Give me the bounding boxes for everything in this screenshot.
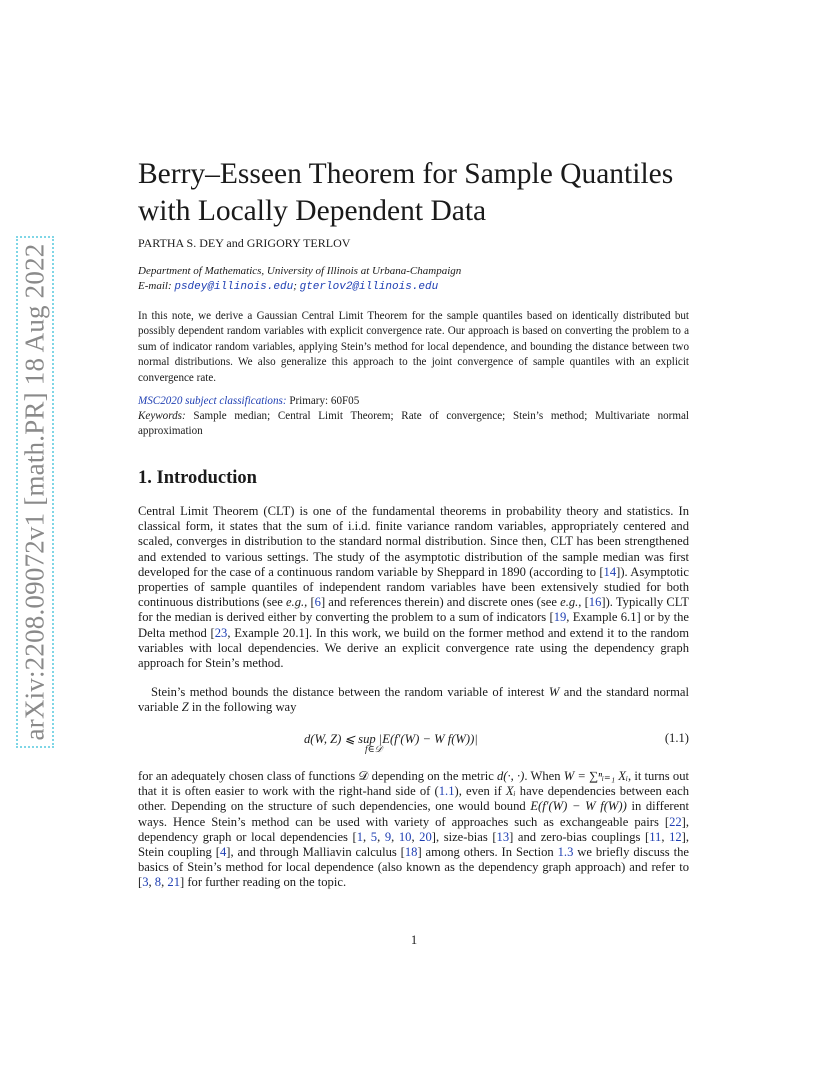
citation-link[interactable]: 11 <box>649 829 662 844</box>
affiliation: Department of Mathematics, University of Illinois at Urbana-Champaign <box>138 265 462 277</box>
authors: PARTHA S. DEY and GRIGORY TERLOV <box>138 236 351 250</box>
citation-link[interactable]: 20 <box>419 829 432 844</box>
paper-title <box>138 156 738 230</box>
equation-number: (1.1) <box>664 731 689 745</box>
email-label: E-mail: <box>138 280 172 292</box>
title-line-1: Berry–Esseen Theorem for Sample Quantiles <box>138 158 674 190</box>
email-link-dey[interactable]: psdey@illinois.edu <box>174 281 294 293</box>
citation-link[interactable]: 13 <box>496 829 510 844</box>
intro-paragraph-3: for an adequately chosen class of functions 𝒟 depending on the metric d(·, ·). When W = ∑ⁿᵢ₌₁ Xᵢ, it turns out that it is often easier to work with the right-hand side of (1.1), even if Xᵢ have dependencies between each other. Depending on the structure of such dependencies, one would bound E(f′(W) − W f(W)) in different ways. Hence Stein’s method can be used with variety of approaches such as exchangeable pairs [22], dependency graph or local dependencies [1, 5, 9, 10, 20], size-bias [13] and zero-bias couplings [11, 12], Stein coupling [4], and through Malliavin calculus [18] among others. In Section 1.3 we briefly discuss the basics of Stein’s method for local dependence (also known as the dependency graph approach) and refer to [3, 8, 21] for further reading on the topic. <box>138 769 690 890</box>
citation-link[interactable]: 12 <box>669 829 682 844</box>
keywords-value: Sample median; Central Limit Theorem; Rate of convergence; Stein’s method; Multivariate normal approximation <box>138 410 689 438</box>
title-line-2: with Locally Dependent Data <box>138 195 487 227</box>
intro-paragraph-1: Central Limit Theorem (CLT) is one of the fundamental theorems in probability theory and statistics. In classical form, it states that the sum of i.i.d. finite variance random variables, appropriately centered and scaled, converges in distribution to the standard normal distribution. Since then, CLT has been strengthened and extended to various settings. The study of the asymptotic distribution of the sample median was first developed for the case of a continuous random variable by Sheppard in 1890 (according to [14]). Asymptotic properties of sample quantiles of independent random variables have been extensively studied for both continuous distributions (see e.g., [6] and references therein) and discrete ones (see e.g., [16]). Typically CLT for the median is derived either by converting the problem to a sum of indicators [19, Example 6.1] or by the Delta method [23, Example 20.1]. In this work, we build on the former method and extend it to the random variables with local dependencies. We derive an explicit convergence rate using the dependency graph approach for Stein’s method. <box>138 504 690 671</box>
section-ref-link[interactable]: 1.3 <box>557 845 574 860</box>
equation-subscript: f∈𝒟 <box>365 745 383 755</box>
citation-link[interactable]: 6 <box>314 595 321 610</box>
keywords <box>138 409 689 440</box>
citation-link[interactable]: 4 <box>219 845 227 860</box>
citation-link[interactable]: 9 <box>384 829 392 844</box>
citation-link[interactable]: 10 <box>398 829 412 844</box>
citation-link[interactable]: 16 <box>588 595 602 610</box>
page-number: 1 <box>410 933 418 947</box>
citation-link[interactable]: 3 <box>142 875 149 890</box>
citation-link[interactable]: 23 <box>214 625 228 640</box>
affiliation-block <box>138 264 461 295</box>
msc-label: MSC2020 subject classifications: <box>138 395 287 407</box>
equation-1-1 <box>138 728 689 758</box>
keywords-label: Keywords: <box>138 410 186 422</box>
arxiv-stamp: arXiv:2208.09072v1 [math.PR] 18 Aug 2022 <box>19 243 50 741</box>
citation-link[interactable]: 5 <box>370 829 378 844</box>
equation-ref-link[interactable]: 1.1 <box>438 784 455 799</box>
citation-link[interactable]: 8 <box>154 875 162 890</box>
citation-link[interactable]: 1 <box>356 829 364 844</box>
msc-value: Primary: 60F05 <box>289 395 360 407</box>
email-link-terlov[interactable]: gterlov2@illinois.edu <box>299 281 439 293</box>
intro-paragraph-2: Stein’s method bounds the distance between the random variable of interest W and the standard normal variable Z in the following way <box>138 685 690 715</box>
citation-link[interactable]: 21 <box>167 875 180 890</box>
email-line: E-mail: psdey@illinois.edu; gterlov2@illinois.edu <box>138 280 439 293</box>
abstract: In this note, we derive a Gaussian Central Limit Theorem for the sample quantiles based on identically distributed but possibly dependent random variables with explicit convergence rate. Our approach is based on converting the problem to a sum of indicator random variables, applying Stein’s method for local dependence, and bounding the distance between two normal distributions. We also generalize this approach to the joint convergence of sample quantiles with an explicit convergence rate. <box>138 310 689 384</box>
section-heading-introduction: 1. Introduction <box>138 468 257 488</box>
citation-link[interactable]: 14 <box>603 564 617 579</box>
msc-classification <box>138 394 689 409</box>
citation-link[interactable]: 19 <box>553 610 567 625</box>
equation-body: d(W, Z) ⩽ sup |E(f′(W) − W f(W))| <box>304 732 478 746</box>
citation-link[interactable]: 22 <box>669 814 682 829</box>
citation-link[interactable]: 18 <box>404 845 418 860</box>
